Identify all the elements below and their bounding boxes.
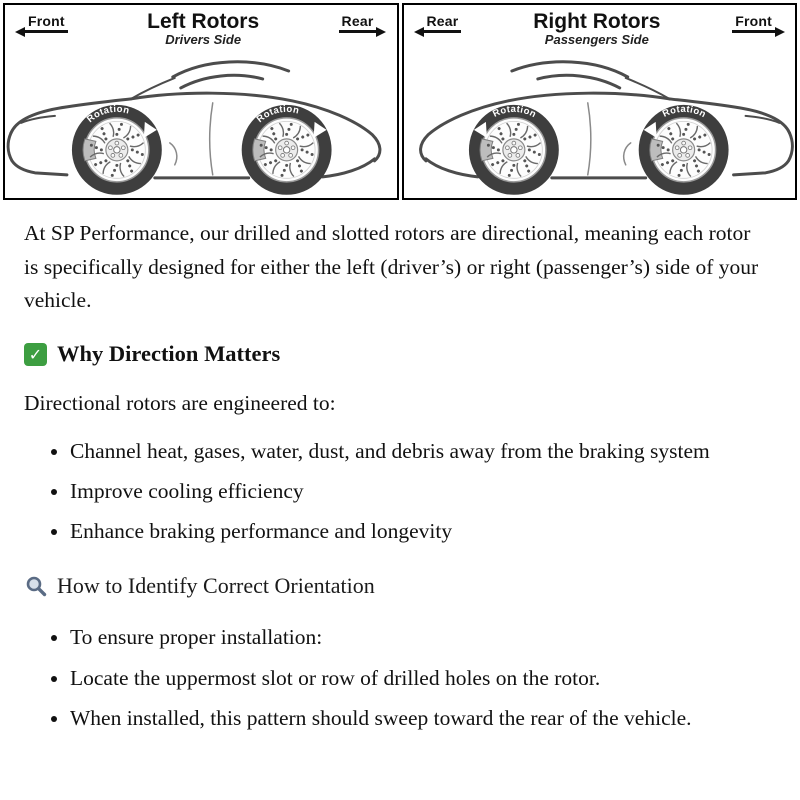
list-item: • To ensure proper installation:: [70, 621, 766, 653]
left-rotors-panel: [3, 3, 399, 200]
direction-label-front: [15, 13, 68, 33]
arrow-right-icon: [775, 27, 785, 37]
section-heading-why-direction-matters: [24, 341, 766, 367]
direction-text: Rear: [424, 13, 462, 33]
right-rotors-panel: [402, 3, 798, 200]
list-item: • Channel heat, gases, water, dust, and debris away from the braking system: [70, 435, 766, 467]
direction-text: Front: [25, 13, 68, 33]
article-content: [0, 203, 800, 734]
arrow-left-icon: [15, 27, 25, 37]
left-car-illustration: [5, 47, 397, 199]
rear-rotor-icon: [468, 105, 558, 195]
panel-title-block: [533, 11, 660, 47]
orientation-list: [24, 621, 766, 734]
check-icon: ✓: [24, 343, 47, 366]
list-item: • When installed, this pattern should sweep toward the rear of the vehicle.: [70, 702, 766, 734]
direction-text: Rear: [339, 13, 377, 33]
magnifier-icon: [24, 574, 48, 598]
right-car-illustration: [404, 47, 796, 199]
direction-text: Front: [732, 13, 775, 33]
section-heading-identify-orientation: [24, 573, 766, 599]
panel-title: Right Rotors: [533, 10, 661, 33]
panel-subtitle: Passengers Side: [544, 32, 649, 48]
heading-text: Why Direction Matters: [57, 341, 281, 367]
intro-paragraph: At SP Performance, our drilled and slotted rotors are directional, meaning each rotor is specifically designed for either the left (driver’s) or right (passenger’s) side of your vehicle.: [24, 221, 759, 313]
heading-text: How to Identify Correct Orientation: [57, 573, 375, 599]
rotor-direction-diagram: [0, 0, 800, 203]
benefits-list: [24, 435, 766, 548]
left-panel-header: [5, 5, 397, 47]
arrow-left-icon: [414, 27, 424, 37]
list-item: • Improve cooling efficiency: [70, 475, 766, 507]
front-rotor-icon: [638, 105, 728, 195]
lead-paragraph: Directional rotors are engineered to:: [24, 391, 336, 416]
list-item: • Enhance braking performance and longevity: [70, 515, 766, 547]
direction-label-rear: [414, 13, 462, 33]
panel-title-block: [147, 11, 259, 47]
direction-label-front: [732, 13, 785, 33]
front-rotor-icon: [72, 105, 162, 195]
arrow-right-icon: [376, 27, 386, 37]
right-panel-header: [404, 5, 796, 47]
panel-subtitle: Drivers Side: [165, 32, 242, 48]
direction-label-rear: [339, 13, 387, 33]
rear-rotor-icon: [242, 105, 332, 195]
panel-title: Left Rotors: [147, 10, 260, 33]
list-item: • Locate the uppermost slot or row of drilled holes on the rotor.: [70, 662, 766, 694]
